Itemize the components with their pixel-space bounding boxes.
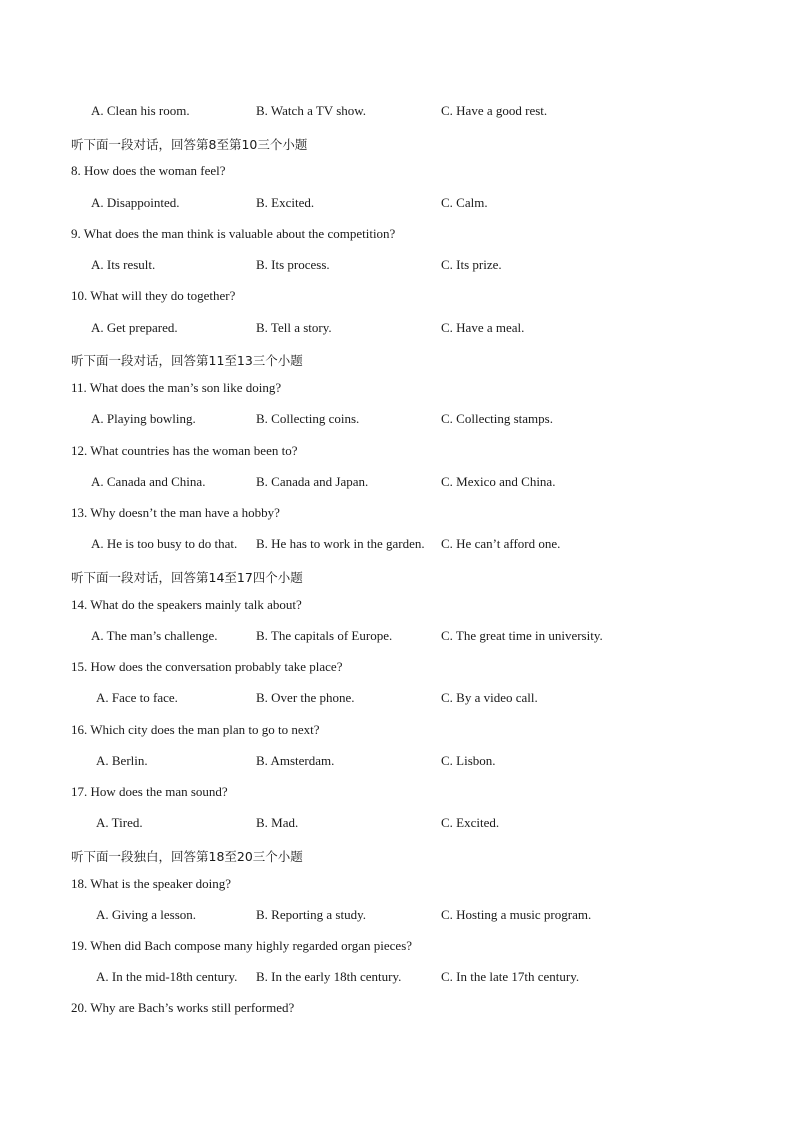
question-text: 12. What countries has the woman been to? bbox=[71, 443, 298, 458]
option-b: B. The capitals of Europe. bbox=[256, 628, 393, 643]
option-b: B. Its process. bbox=[256, 257, 330, 272]
question-text: 16. Which city does the man plan to go to next? bbox=[71, 722, 320, 737]
option-c: C. Have a meal. bbox=[441, 320, 525, 335]
option-c: C. By a video call. bbox=[441, 690, 538, 705]
option-a: A. Playing bowling. bbox=[91, 411, 196, 426]
option-b: B. Watch a TV show. bbox=[256, 103, 367, 118]
option-a: A. Get prepared. bbox=[91, 320, 178, 335]
option-b: B. Excited. bbox=[256, 195, 315, 210]
option-c: C. Mexico and China. bbox=[441, 474, 556, 489]
option-b: B. He has to work in the garden. bbox=[256, 536, 425, 551]
section-instruction: 听下面一段对话，回答第14至17四个小题 bbox=[71, 570, 303, 585]
section-instruction: 听下面一段对话，回答第8至第10三个小题 bbox=[71, 137, 308, 152]
option-a: A. In the mid-18th century. bbox=[96, 969, 238, 984]
option-b: B. Collecting coins. bbox=[256, 411, 360, 426]
question-text: 17. How does the man sound? bbox=[71, 784, 228, 799]
option-c: C. In the late 17th century. bbox=[441, 969, 580, 984]
question-text: 9. What does the man think is valuable about the competition? bbox=[71, 226, 396, 241]
option-c: C. Collecting stamps. bbox=[441, 411, 553, 426]
option-a: A. Its result. bbox=[91, 257, 156, 272]
option-b: B. In the early 18th century. bbox=[256, 969, 402, 984]
question-text: 13. Why doesn’t the man have a hobby? bbox=[71, 505, 280, 520]
question-text: 11. What does the man’s son like doing? bbox=[71, 380, 282, 395]
option-c: C. Calm. bbox=[441, 195, 488, 210]
option-a: A. The man’s challenge. bbox=[91, 628, 218, 643]
option-a: A. He is too busy to do that. bbox=[91, 536, 238, 551]
option-a: A. Canada and China. bbox=[91, 474, 206, 489]
option-b: B. Over the phone. bbox=[256, 690, 355, 705]
option-c: C. Its prize. bbox=[441, 257, 502, 272]
option-b: B. Amsterdam. bbox=[256, 753, 335, 768]
option-b: B. Reporting a study. bbox=[256, 907, 367, 922]
question-text: 20. Why are Bach’s works still performed? bbox=[71, 1000, 295, 1015]
option-c: C. Excited. bbox=[441, 815, 500, 830]
section-instruction: 听下面一段对话，回答第11至13三个小题 bbox=[71, 353, 303, 368]
option-c: C. He can’t afford one. bbox=[441, 536, 561, 551]
question-text: 14. What do the speakers mainly talk about? bbox=[71, 597, 302, 612]
option-b: B. Tell a story. bbox=[256, 320, 332, 335]
question-text: 8. How does the woman feel? bbox=[71, 163, 226, 178]
question-text: 18. What is the speaker doing? bbox=[71, 876, 232, 891]
option-a: A. Tired. bbox=[96, 815, 143, 830]
option-a: A. Clean his room. bbox=[91, 103, 190, 118]
option-a: A. Disappointed. bbox=[91, 195, 180, 210]
option-c: C. Have a good rest. bbox=[441, 103, 548, 118]
option-c: C. Lisbon. bbox=[441, 753, 496, 768]
option-b: B. Canada and Japan. bbox=[256, 474, 369, 489]
option-a: A. Giving a lesson. bbox=[96, 907, 197, 922]
question-text: 19. When did Bach compose many highly regarded organ pieces? bbox=[71, 938, 413, 953]
option-a: A. Face to face. bbox=[96, 690, 178, 705]
option-c: C. The great time in university. bbox=[441, 628, 603, 643]
option-c: C. Hosting a music program. bbox=[441, 907, 592, 922]
question-text: 15. How does the conversation probably take place? bbox=[71, 659, 343, 674]
question-text: 10. What will they do together? bbox=[71, 288, 236, 303]
option-b: B. Mad. bbox=[256, 815, 299, 830]
option-a: A. Berlin. bbox=[96, 753, 148, 768]
section-instruction: 听下面一段独白，回答第18至20三个小题 bbox=[71, 849, 303, 864]
